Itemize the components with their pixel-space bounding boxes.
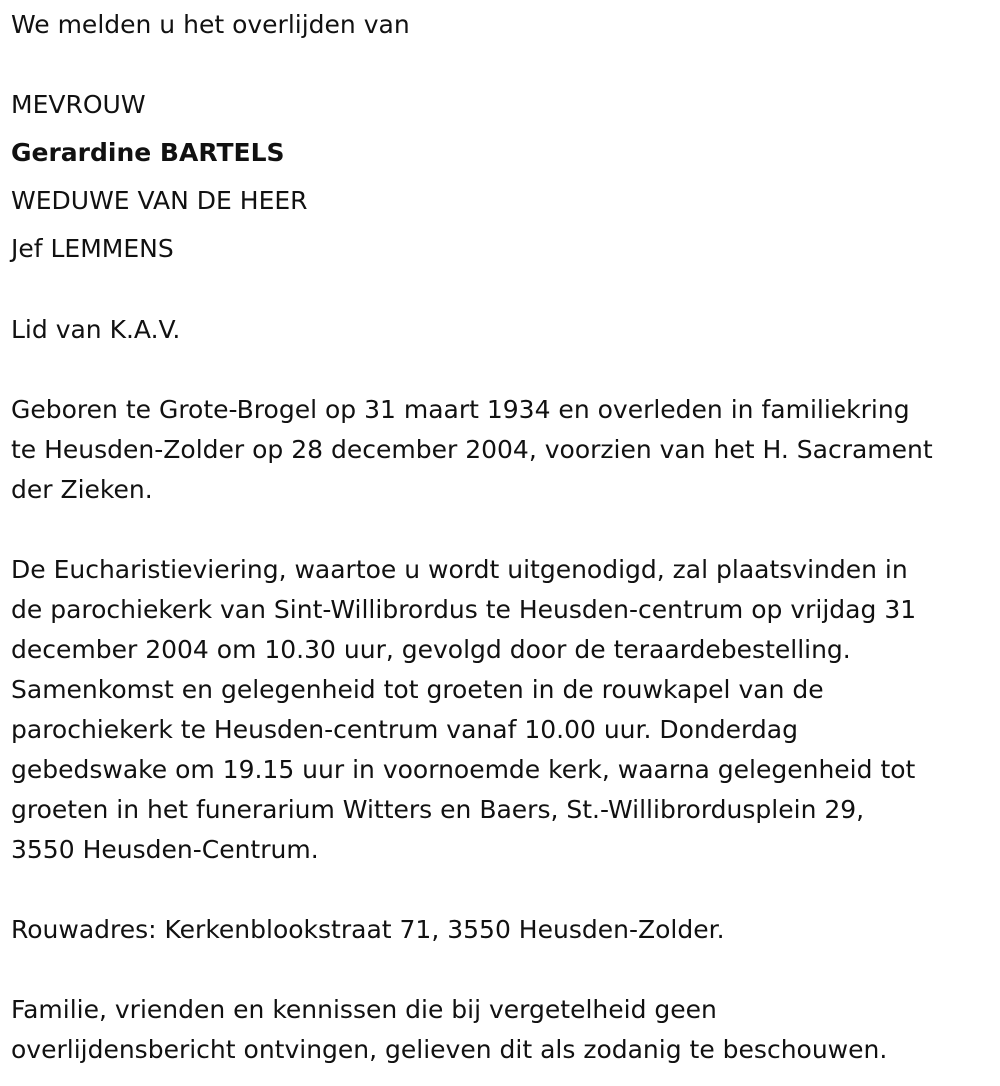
- title-line: MEVROUW: [11, 90, 146, 119]
- closing-line-2: overlijdensbericht ontvingen, gelieven dit als zodanig te beschouwen.: [11, 1035, 888, 1064]
- ceremony-line-8: 3550 Heusden-Centrum.: [11, 835, 319, 864]
- ceremony-line-6: gebedswake om 19.15 uur in voornoemde kerk, waarna gelegenheid tot: [11, 755, 916, 784]
- ceremony-line-2: de parochiekerk van Sint-Willibrordus te Heusden-centrum op vrijdag 31: [11, 595, 917, 624]
- deceased-name: Gerardine BARTELS: [11, 138, 285, 167]
- ceremony-line-3: december 2004 om 10.30 uur, gevolgd door de teraardebestelling.: [11, 635, 851, 664]
- birth-death-line-2: te Heusden-Zolder op 28 december 2004, voorzien van het H. Sacrament: [11, 435, 933, 464]
- ceremony-line-4: Samenkomst en gelegenheid tot groeten in de rouwkapel van de: [11, 675, 824, 704]
- intro-line: We melden u het overlijden van: [11, 10, 410, 39]
- closing-line-1: Familie, vrienden en kennissen die bij vergetelheid geen: [11, 995, 717, 1024]
- membership-line: Lid van K.A.V.: [11, 315, 181, 344]
- ceremony-line-5: parochiekerk te Heusden-centrum vanaf 10.00 uur. Donderdag: [11, 715, 798, 744]
- widow-of-line: WEDUWE VAN DE HEER: [11, 186, 308, 215]
- birth-death-line-1: Geboren te Grote-Brogel op 31 maart 1934 en overleden in familiekring: [11, 395, 910, 424]
- ceremony-line-1: De Eucharistieviering, waartoe u wordt uitgenodigd, zal plaatsvinden in: [11, 555, 908, 584]
- mourning-address: Rouwadres: Kerkenblookstraat 71, 3550 Heusden-Zolder.: [11, 915, 725, 944]
- birth-death-line-3: der Zieken.: [11, 475, 153, 504]
- husband-name: Jef LEMMENS: [11, 234, 174, 263]
- ceremony-line-7: groeten in het funerarium Witters en Baers, St.-Willibrordusplein 29,: [11, 795, 865, 824]
